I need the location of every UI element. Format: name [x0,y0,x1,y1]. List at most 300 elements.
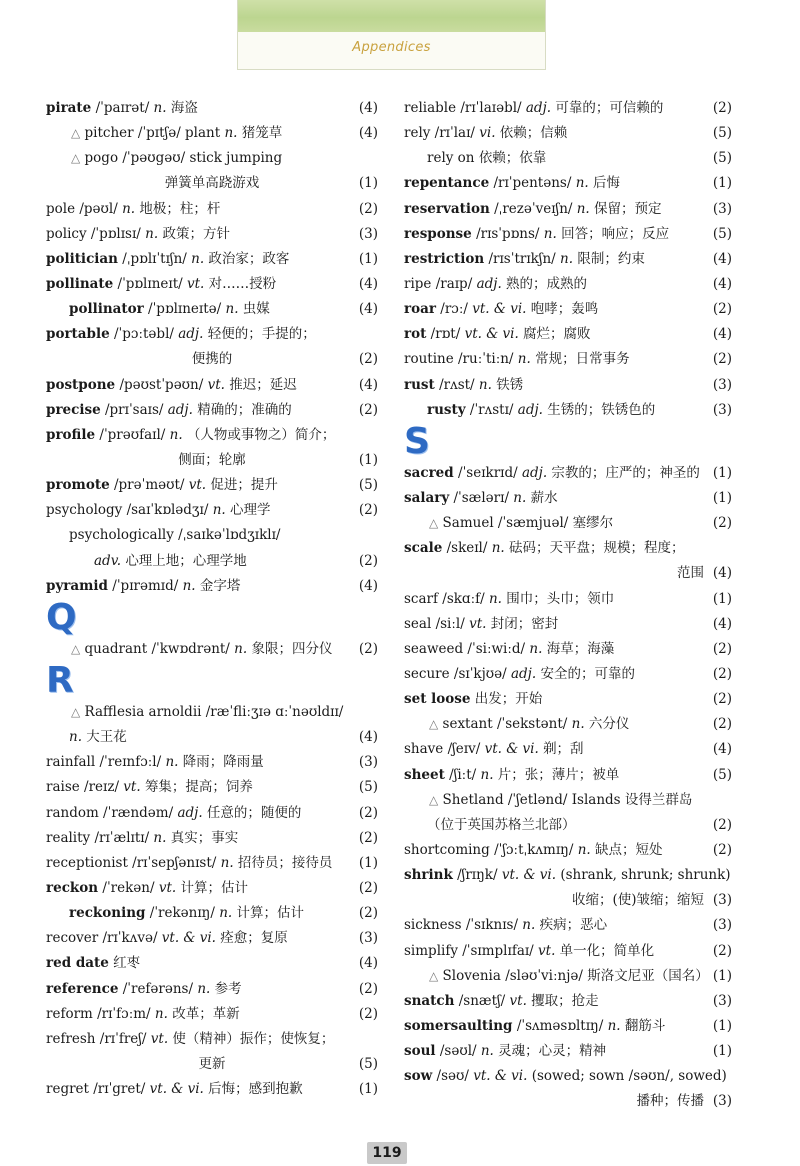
unit-number: (1) [712,1017,732,1034]
definition: 招待员；接待员 [237,854,333,871]
entry-text: seaweed /ˈsiːwiːd/ [404,640,526,657]
glossary-entry [404,373,732,398]
definition: 铁锈 [496,376,524,393]
glossary-entry [46,171,378,196]
definition: （人物或事物之）简介； [186,426,336,443]
entry-text: psychologically /ˌsaɪkəˈlɒdʒɪklɪ/ [69,527,281,544]
part-of-speech: vt. & vi. [149,1081,204,1098]
definition: 灵魂；心灵；精神 [498,1043,607,1060]
glossary-entry [404,297,732,322]
part-of-speech: n. [513,489,527,506]
glossary-entry [46,297,378,322]
supplementary-triangle-icon: △ [71,126,81,141]
unit-number: (2) [712,942,732,959]
definition: 红枣 [113,955,141,972]
unit-number: (3) [358,930,378,947]
headword: sheet [404,766,445,783]
pronunciation: /səʊ/ [436,1068,469,1085]
definition: 精确的；准确的 [197,401,292,418]
definition: 象限；四分仪 [251,640,333,657]
definition: 政治家；政客 [208,250,290,267]
definition: 推迟；延迟 [229,376,297,393]
entry-text: secure /sɪˈkjʊə/ [404,665,507,682]
headword: set loose [404,691,471,708]
headword: red date [46,955,109,972]
part-of-speech: n. [576,200,590,217]
glossary-entry [404,121,732,146]
definition: 计算；估计 [180,879,248,896]
part-of-speech: vt. & vi. [161,930,216,947]
headword: restriction [404,250,485,267]
definition: 剃；刮 [543,741,584,758]
headword: sow [404,1068,433,1085]
glossary-entry [46,121,378,146]
glossary-entry [46,725,378,750]
unit-number: (2) [712,301,732,318]
part-of-speech: adj. [476,275,502,292]
unit-number: (3) [712,376,732,393]
entry-text: reality /rɪˈælɪtɪ/ [46,829,150,846]
section-letter-heading: R [46,659,74,701]
part-of-speech: n. [234,640,248,657]
unit-number: (4) [358,729,378,746]
entry-text: rainfall /ˈreɪnfɔːl/ [46,754,162,771]
part-of-speech: vt. & vi. [473,1068,528,1085]
part-of-speech: n. [153,100,167,116]
part-of-speech: adj. [525,100,552,116]
unit-number: (2) [358,980,378,997]
glossary-entry [404,536,732,561]
glossary-entry [404,171,732,196]
part-of-speech: vt. [538,942,556,959]
pronunciation: /pəʊstˈpəʊn/ [119,376,204,393]
glossary-entry [404,863,732,888]
headword: reservation [404,200,490,217]
headword: rust [404,376,435,393]
pronunciation: /ˈpaɪrət/ [95,100,150,116]
unit-number: (2) [358,1005,378,1022]
unit-number: (2) [358,502,378,519]
definition: 薪水 [530,489,558,506]
headword: scale [404,540,443,557]
pronunciation: /rɪsˈpɒns/ [476,225,540,242]
entry-text: pitcher /ˈpɪtʃə/ plant [84,125,221,142]
glossary-entry [46,1052,378,1077]
definition: 计算；估计 [236,905,305,922]
unit-number: (4) [358,955,378,972]
unit-number: (4) [358,275,378,292]
part-of-speech: adj. [177,804,203,821]
headword: pyramid [46,577,108,594]
glossary-entry [404,398,732,423]
definition: 生锈的；铁锈色的 [547,401,656,418]
pronunciation: /rɪˈpentəns/ [493,175,572,192]
glossary-entry [46,926,378,951]
entry-text: simplify /ˈsɪmplɪfaɪ/ [404,942,534,959]
pronunciation: /ˈpɒlɪneɪtə/ [148,301,222,318]
part-of-speech: n. [122,200,136,217]
pronunciation: /ˌrezəˈveɪʃn/ [494,200,573,217]
headword: rot [404,326,427,343]
pronunciation: /rɒt/ [430,326,461,343]
glossary-entry [404,1039,732,1064]
definition: 限制；约束 [577,250,645,267]
pronunciation: /rɔː/ [440,301,468,318]
headword: pollinator [69,301,144,318]
part-of-speech: n. [225,301,239,318]
glossary-entry [46,851,378,876]
left-glossary-column [46,96,378,1102]
unit-number: (1) [358,250,378,267]
headword: politician [46,250,118,267]
unit-number: (3) [712,992,732,1009]
unit-number: (4) [712,741,732,758]
part-of-speech: vt. [207,376,225,393]
definition: 攫取；抢走 [531,992,599,1009]
definition: 砝码；天平盘；规模；程度； [509,540,685,557]
unit-number: (4) [712,326,732,343]
unit-number: (2) [712,665,732,682]
glossary-entry [404,637,732,662]
pronunciation: /ˌpɒlɪˈtɪʃn/ [122,250,187,267]
headword: promote [46,477,110,494]
entry-text: Rafflesia arnoldii /ræˈfliːʒɪə ɑːˈnəʊldɪɪ/ [84,703,344,720]
definition: 单一化；简单化 [559,942,655,959]
unit-number: (5) [712,766,732,783]
headword: reckoning [69,905,146,922]
part-of-speech: adj. [510,665,537,682]
pronunciation: /ˈsælərɪ/ [453,489,509,506]
unit-number: (1) [712,489,732,506]
definition: 宗教的；庄严的；神圣的 [551,464,700,481]
definition: 使（精神）振作；使恢复； [172,1030,335,1047]
supplementary-triangle-icon: △ [429,792,439,807]
unit-number: (4) [712,250,732,267]
unit-number: (5) [712,150,732,167]
glossary-entry [404,461,732,486]
entry-text: pogo /ˈpəʊgəʊ/ stick jumping [84,150,283,167]
entry-text: shave /ʃeɪv/ [404,741,481,758]
glossary-entry [46,801,378,826]
unit-number: (4) [358,125,378,142]
unit-number: (3) [712,200,732,217]
unit-number: (2) [358,905,378,922]
part-of-speech: vt. & vi. [464,326,519,343]
glossary-entry [46,146,378,171]
unit-number: (4) [712,565,732,582]
pronunciation: /səʊl/ [439,1043,477,1060]
part-of-speech: vt. [158,879,177,896]
glossary-entry [46,523,378,548]
unit-number: (1) [712,175,732,192]
pronunciation: /ˈrʌstɪ/ [469,401,514,418]
definition: 真实；事实 [170,829,239,846]
glossary-entry [404,247,732,272]
page-number: 119 [367,1142,407,1164]
pronunciation: /prɪˈsaɪs/ [104,401,164,418]
entry-text: refresh /rɪˈfreʃ/ [46,1030,147,1047]
glossary-entry [404,347,732,372]
entry-text: seal /siːl/ [404,615,465,632]
pronunciation: /skeɪl/ [446,540,488,557]
unit-number: (1) [712,967,732,984]
glossary-entry [46,750,378,775]
part-of-speech: vt. [123,779,141,796]
part-of-speech: vt. & vi. [484,741,539,758]
definition: 大王花 [86,729,127,746]
glossary-entry [404,1014,732,1039]
part-of-speech: vt. [469,615,487,632]
glossary-entry [404,272,732,297]
pronunciation: /rʌst/ [439,376,475,393]
unit-number: (2) [358,829,378,846]
definition: 政策；方针 [162,225,230,242]
pronunciation: /ˈsʌməsɒltɪŋ/ [516,1017,604,1034]
headword: repentance [404,175,490,192]
entry-text: shortcoming /ˈʃɔːtˌkʌmɪŋ/ [404,841,574,858]
entry-text: Samuel /ˈsæmjuəl/ [442,515,569,532]
definition: 心理学 [230,502,271,519]
part-of-speech: n. [480,1043,494,1060]
unit-number: (2) [358,552,378,569]
part-of-speech: n. [154,1005,168,1022]
definition: 依赖；信赖 [499,125,568,142]
definition: 翻筋斗 [624,1017,666,1034]
unit-number: (3) [712,892,732,909]
definition: 回答；响应；反应 [561,225,670,242]
unit-number: (4) [712,615,732,632]
appendices-banner [237,0,546,70]
part-of-speech: vi. [479,125,496,142]
definition: 腐烂；腐败 [523,326,591,343]
glossary-entry [404,1089,732,1114]
supplementary-triangle-icon: △ [429,516,439,531]
glossary-entry [46,498,378,523]
definition-continuation: 范围 [677,565,704,582]
entry-text: reform /rɪˈfɔːm/ [46,1005,151,1022]
glossary-entry [404,989,732,1014]
glossary-entry [404,712,732,737]
part-of-speech: adj. [517,401,543,418]
pronunciation: /ˈpɒlɪneɪt/ [117,275,183,292]
part-of-speech: n. [212,502,226,519]
pronunciation: /ˈpɪrəmɪd/ [112,577,179,594]
part-of-speech: n. [165,754,179,771]
part-of-speech: n. [560,250,574,267]
unit-number: (1) [358,451,378,468]
glossary-entry [46,322,378,347]
definition: 任意的；随便的 [206,804,302,821]
headword: profile [46,426,96,443]
headword: portable [46,326,110,343]
part-of-speech: n. [182,577,196,594]
pronunciation: /ˈrekən/ [102,879,155,896]
unit-number: (4) [712,275,732,292]
definition-continuation: 侧面；轮廓 [178,451,246,468]
definition-continuation: 弹簧单高跷游戏 [164,175,260,192]
definition-continuation: 收缩；(使)皱缩；缩短 [571,892,704,909]
section-letter-heading: S [404,420,430,462]
unit-number: (3) [712,1093,732,1110]
glossary-entry [404,763,732,788]
glossary-entry [46,775,378,800]
definition: 咆哮；轰鸣 [530,301,599,318]
glossary-entry [404,838,732,863]
part-of-speech: adj. [167,401,193,418]
definition: (sowed; sown /səʊn/, sowed) [531,1068,727,1085]
definition: 六分仪 [588,716,630,733]
definition: 保留；预定 [594,200,662,217]
unit-number: (3) [358,225,378,242]
definition: 海盗 [170,100,198,116]
section-letter-heading: Q [46,596,77,638]
entry-text: scarf /skɑːf/ [404,590,485,607]
definition: 设得兰群岛 [624,791,693,808]
definition: 疾病；恶心 [539,917,608,934]
pronunciation: /snætʃ/ [458,992,506,1009]
definition: 塞缪尔 [572,515,614,532]
definition: 猪笼草 [241,125,283,142]
glossary-entry [404,511,732,536]
part-of-speech: vt. & vi. [501,867,557,884]
glossary-entry [404,197,732,222]
pronunciation: /ˈrekənɪŋ/ [149,905,215,922]
glossary-entry [46,398,378,423]
unit-number: (2) [712,515,732,532]
glossary-entry [404,939,732,964]
definition-continuation: （位于英国苏格兰北部） [427,816,576,833]
supplementary-triangle-icon: △ [71,641,81,656]
glossary-entry [404,96,732,121]
part-of-speech: n. [69,729,82,746]
headword: pollinate [46,275,114,292]
unit-number: (4) [358,301,378,318]
definition: 缺点；短处 [595,841,663,858]
entry-text: reliable /rɪˈlaɪəbl/ [404,100,522,116]
entry-text: sickness /ˈsɪknɪs/ [404,917,518,934]
definition: 金字塔 [199,577,241,594]
glossary-entry [46,272,378,297]
part-of-speech: n. [478,376,492,393]
unit-number: (4) [358,577,378,594]
glossary-entry [46,197,378,222]
glossary-entry [46,574,378,599]
glossary-entry [404,322,732,347]
unit-number: (1) [712,590,732,607]
definition-continuation: 便携的 [191,351,233,368]
part-of-speech: n. [219,905,233,922]
headword: postpone [46,376,116,393]
headword: response [404,225,472,242]
entry-text: policy /ˈpɒlɪsɪ/ [46,225,141,242]
part-of-speech: n. [169,426,183,443]
definition: 片；张；薄片；被单 [497,766,620,783]
part-of-speech: n. [153,829,167,846]
definition: 轻便的；手提的； [207,326,316,343]
unit-number: (5) [712,125,732,142]
unit-number: (2) [358,640,378,657]
pronunciation: /prəˈməʊt/ [113,477,185,494]
glossary-entry [46,977,378,1002]
glossary-entry [404,561,732,586]
glossary-entry [404,913,732,938]
definition: 对……授粉 [208,275,277,292]
unit-number: (2) [712,100,732,116]
right-glossary-column [404,96,732,1114]
entry-text: raise /reɪz/ [46,779,119,796]
part-of-speech: n. [488,590,502,607]
part-of-speech: vt. [150,1030,169,1047]
unit-number: (5) [358,477,378,494]
part-of-speech: n. [145,225,159,242]
glossary-entry [46,448,378,473]
definition: 痊愈；复原 [220,930,288,947]
definition: 后悔；感到抱歉 [208,1081,303,1098]
part-of-speech: n. [571,716,585,733]
glossary-entry [404,662,732,687]
definition: 虫媒 [242,301,270,318]
headword: snatch [404,992,455,1009]
definition: 筹集；提高；饲养 [144,779,253,796]
part-of-speech: vt. [186,275,205,292]
glossary-entry [46,1027,378,1052]
supplementary-triangle-icon: △ [71,151,81,166]
entry-text: Slovenia /sləʊˈviːnjə/ [442,967,583,984]
part-of-speech: n. [480,766,494,783]
unit-number: (2) [712,640,732,657]
unit-number: (2) [358,879,378,896]
headword: reference [46,980,119,997]
glossary-entry [46,1002,378,1027]
glossary-entry [404,587,732,612]
glossary-entry [404,1064,732,1089]
headword: reckon [46,879,99,896]
definition: 降雨；降雨量 [182,754,264,771]
glossary-entry [404,486,732,511]
headword: rusty [427,401,466,418]
unit-number: (1) [358,1081,378,1098]
entry-text: ripe /raɪp/ [404,275,473,292]
supplementary-triangle-icon: △ [429,968,439,983]
entry-text: Shetland /ˈʃetlənd/ Islands [442,791,621,808]
glossary-entry [404,687,732,712]
unit-number: (5) [712,225,732,242]
entry-text: routine /ruːˈtiːn/ [404,351,514,368]
glossary-entry [46,876,378,901]
glossary-entry [46,96,378,121]
unit-number: (5) [358,779,378,796]
entry-text: regret /rɪˈgret/ [46,1081,146,1098]
definition: 后悔 [593,175,620,192]
headword: precise [46,401,101,418]
part-of-speech: vt. & vi. [472,301,527,318]
glossary-entry [404,737,732,762]
glossary-entry [46,901,378,926]
part-of-speech: n. [517,351,531,368]
pronunciation: /ˈrefərəns/ [122,980,194,997]
glossary-entry [46,951,378,976]
headword: roar [404,301,436,318]
unit-number: (2) [712,691,732,708]
entry-text: quadrant /ˈkwɒdrənt/ [84,640,230,657]
definition: 斯洛文尼亚（国名） [587,967,709,984]
unit-number: (2) [358,804,378,821]
unit-number: (3) [712,917,732,934]
glossary-entry [46,347,378,372]
part-of-speech: n. [224,125,238,142]
unit-number: (2) [358,401,378,418]
glossary-entry [46,423,378,448]
